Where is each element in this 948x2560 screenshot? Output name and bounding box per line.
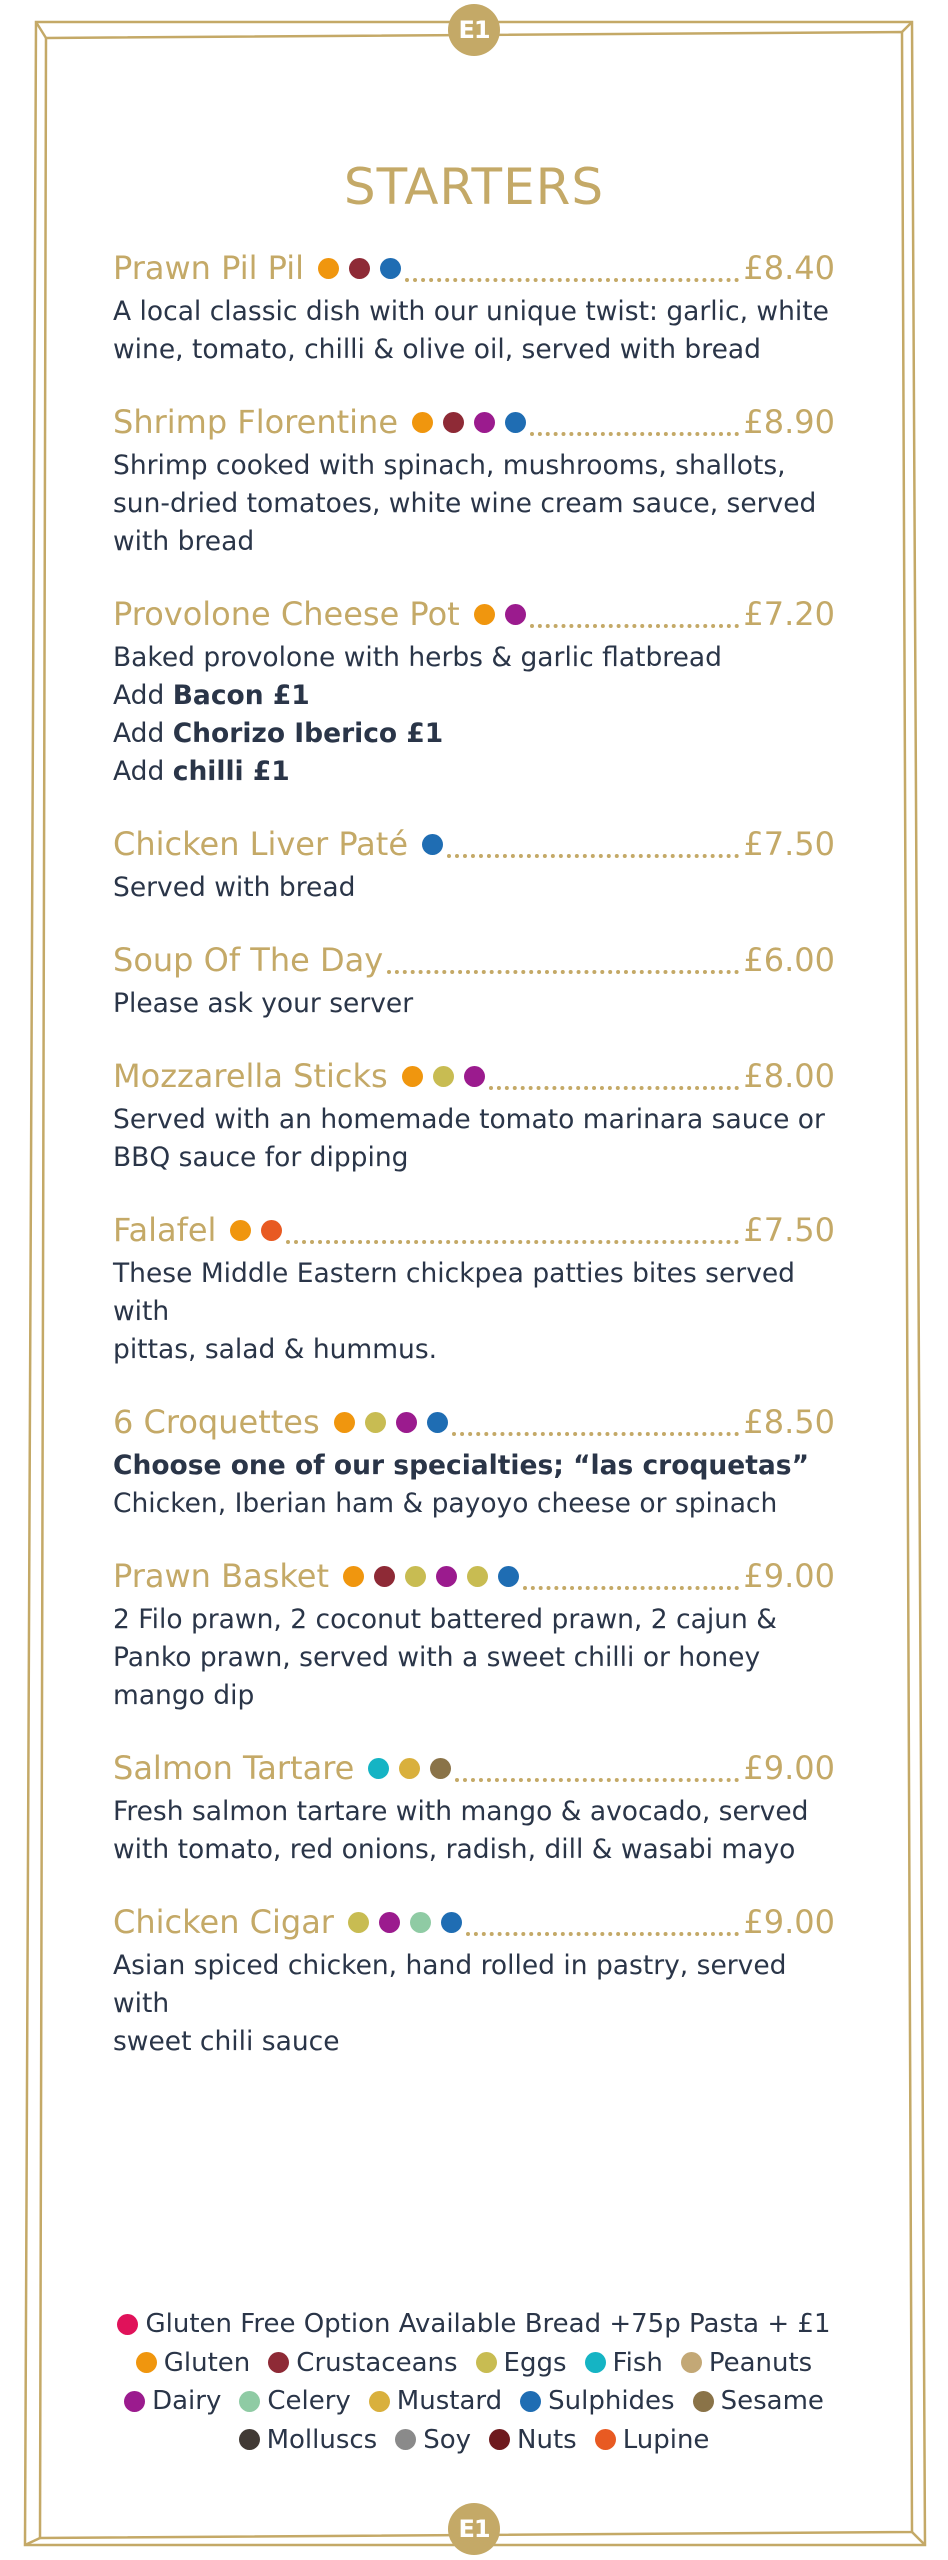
menu-list [113,243,835,2061]
allergen-dots [422,834,443,855]
dot-leader [405,238,739,282]
allergen-dot-gluten [412,412,433,433]
menu-item-price: £8.40 [743,249,835,287]
legend-entry-gluten-free [117,2305,830,2344]
menu-item-description [113,293,835,369]
legend-entry-crustaceans [268,2344,457,2383]
legend-label: Sulphides [548,2386,675,2416]
allergen-dots [318,258,401,279]
menu-item [113,1397,835,1523]
legend-dot [117,2314,138,2335]
allergen-dot-sesame [430,1758,451,1779]
legend-dot [681,2352,702,2373]
menu-item-header [113,1397,835,1447]
dot-leader [387,930,739,974]
menu-item-header [113,1551,835,1601]
allergen-dots [343,1566,519,1587]
menu-item [113,1551,835,1715]
legend-label: Dairy [152,2386,222,2416]
legend-dot [124,2391,145,2412]
allergen-dot-crustaceans [349,258,370,279]
description-line: sweet chili sauce [113,2026,340,2057]
menu-item-description [113,985,835,1023]
menu-item [113,1897,835,2061]
menu-item-header [113,589,835,639]
legend-entry-fish [585,2344,663,2383]
legend-dot [136,2352,157,2373]
allergen-dots [348,1912,462,1933]
page-badge-bottom: E1 [448,2503,500,2555]
legend-entry-gluten [136,2344,251,2383]
description-line: mango dip [113,1680,255,1711]
legend-label: Lupine [622,2424,710,2455]
dot-leader [452,1392,740,1436]
legend-entry-sesame [693,2382,824,2421]
allergen-dot-sulphides [422,834,443,855]
description-line: Baked provolone with herbs & garlic flatbread [113,642,722,673]
menu-item-price: £8.90 [743,403,835,441]
allergen-dots [474,604,526,625]
allergen-dot-dairy [464,1066,485,1087]
menu-item-description [113,1101,835,1177]
menu-item-header [113,935,835,985]
allergen-dot-mustard [399,1758,420,1779]
legend-label: Sesame [720,2386,824,2416]
allergen-dots [402,1066,485,1087]
description-line: 2 Filo prawn, 2 coconut battered prawn, 2 cajun & [113,1604,777,1635]
legend-entry-dairy [124,2382,221,2421]
menu-item-highlight: Choose one of our specialties; “las croquetas” [113,1450,810,1481]
allergen-dot-gluten [318,258,339,279]
legend-entry-molluscs [239,2421,378,2460]
legend-label: Gluten [163,2347,251,2378]
allergen-dot-dairy [396,1412,417,1433]
menu-item-name: Soup Of The Day [113,941,384,979]
legend-dot [693,2391,714,2412]
allergen-dot-dairy [505,604,526,625]
allergen-dot-sulphides [441,1912,462,1933]
legend-label: Celery [267,2386,351,2416]
menu-item-description [113,447,835,561]
menu-item [113,1051,835,1177]
description-line: sun-dried tomatoes, white wine cream sauce, served [113,488,817,519]
menu-item-name: Falafel [113,1211,217,1249]
legend-dot [585,2352,606,2373]
menu-item-name: Prawn Basket [113,1557,329,1595]
legend-dot [239,2391,260,2412]
menu-item-header [113,1051,835,1101]
allergen-dot-sulphides [427,1412,448,1433]
menu-item-price: £7.50 [743,825,835,863]
legend-row [0,2382,948,2421]
allergen-dot-sulphides [498,1566,519,1587]
description-line: Asian spiced chicken, hand rolled in pastry, served with [113,1950,787,2019]
legend-dot [268,2352,289,2373]
page-badge-top: E1 [448,4,500,56]
description-line: Served with bread [113,872,356,903]
dot-leader [447,814,739,858]
dot-leader [523,1546,739,1590]
allergen-dot-fish [368,1758,389,1779]
allergen-dot-gluten [334,1412,355,1433]
description-line: Please ask your server [113,988,414,1019]
allergen-dot-crustaceans [443,412,464,433]
description-line: Fresh salmon tartare with mango & avocado, served [113,1796,809,1827]
legend-dot [369,2391,390,2412]
legend-dot [595,2429,616,2450]
menu-item-description [113,1255,835,1369]
addon-line: Add Bacon £1 [113,680,310,711]
legend-entry-peanuts [681,2344,812,2383]
allergen-dot-celery [410,1912,431,1933]
legend-entry-soy [395,2421,471,2460]
legend-label: Gluten Free Option Available Bread +75p Pasta + £1 [145,2309,831,2339]
allergen-dot-eggs [433,1066,454,1087]
legend-entry-eggs [476,2344,567,2383]
menu-item-description [113,1447,835,1523]
menu-item-description [113,1601,835,1715]
menu-item [113,243,835,369]
legend-row [0,2421,948,2460]
legend-dot [520,2391,541,2412]
allergen-dot-dairy [436,1566,457,1587]
legend-entry-sulphides [520,2382,674,2421]
menu-item-header [113,243,835,293]
addon-line: Add chilli £1 [113,756,290,787]
description-line: pittas, salad & hummus. [113,1334,438,1365]
allergen-dot-sulphides [505,412,526,433]
menu-item-description [113,639,835,791]
legend-entry-lupine [595,2421,710,2460]
menu-item-name: Prawn Pil Pil [113,249,305,287]
legend-label: Molluscs [266,2424,378,2455]
description-line: A local classic dish with our unique twist: garlic, white [113,296,829,327]
menu-item-price: £9.00 [743,1749,835,1787]
allergen-dots [230,1220,282,1241]
allergen-dot-gluten [230,1220,251,1241]
menu-item [113,1743,835,1869]
dot-leader [489,1046,740,1090]
menu-item-description [113,869,835,907]
menu-item [113,589,835,791]
menu-item-name: Chicken Liver Paté [113,825,409,863]
legend-label: Mustard [396,2386,503,2416]
legend-dot [489,2429,510,2450]
description-line: with tomato, red onions, radish, dill & wasabi mayo [113,1834,796,1865]
description-line: wine, tomato, chilli & olive oil, served with bread [113,334,761,365]
allergen-dot-gluten [474,604,495,625]
allergen-dot-crustaceans [374,1566,395,1587]
menu-item-price: £6.00 [743,941,835,979]
description-line: Shrimp cooked with spinach, mushrooms, shallots, [113,450,786,481]
dot-leader [286,1200,739,1244]
section-title: STARTERS [343,158,605,216]
menu-item-name: 6 Croquettes [113,1403,320,1441]
allergen-dot-eggs [405,1566,426,1587]
allergen-legend [0,2305,948,2459]
menu-item-price: £8.50 [743,1403,835,1441]
dot-leader [466,1892,739,1936]
menu-item-price: £9.00 [743,1557,835,1595]
description-line: Panko prawn, served with a sweet chilli or honey [113,1642,761,1673]
menu-item-name: Chicken Cigar [113,1903,334,1941]
allergen-dot-dairy [474,412,495,433]
menu-item-header [113,819,835,869]
allergen-dots [412,412,526,433]
menu-item-price: £7.50 [743,1211,835,1249]
allergen-dots [368,1758,451,1779]
allergen-dot-dairy [379,1912,400,1933]
allergen-dot-gluten [343,1566,364,1587]
menu-item [113,397,835,561]
legend-label: Fish [612,2347,663,2378]
description-line: These Middle Eastern chickpea patties bites served with [113,1258,795,1327]
legend-entry-celery [239,2382,350,2421]
legend-dot [239,2429,260,2450]
menu-item-name: Provolone Cheese Pot [113,595,460,633]
dot-leader [530,392,739,436]
menu-item [113,935,835,1023]
legend-label: Eggs [503,2347,567,2378]
allergen-dot-gluten [402,1066,423,1087]
description-line: Served with an homemade tomato marinara sauce or [113,1104,825,1135]
description-line: Chicken, Iberian ham & payoyo cheese or spinach [113,1488,778,1519]
legend-dot [395,2429,416,2450]
menu-item-price: £9.00 [743,1903,835,1941]
addon-line: Add Chorizo Iberico £1 [113,718,444,749]
legend-label: Peanuts [708,2347,813,2378]
menu-item-header [113,1205,835,1255]
menu-item-price: £7.20 [743,595,835,633]
legend-label: Crustaceans [296,2347,458,2378]
legend-dot [476,2352,497,2373]
description-line: BBQ sauce for dipping [113,1142,409,1173]
legend-entry-nuts [489,2421,577,2460]
menu-item-name: Shrimp Florentine [113,403,398,441]
allergen-dot-eggs [467,1566,488,1587]
menu-item-name: Mozzarella Sticks [113,1057,388,1095]
menu-item-description [113,1947,835,2061]
legend-entry-mustard [369,2382,502,2421]
menu-item [113,1205,835,1369]
dot-leader [530,584,740,628]
menu-item-header [113,1897,835,1947]
allergen-dots [334,1412,448,1433]
allergen-dot-eggs [348,1912,369,1933]
menu-item-description [113,1793,835,1869]
legend-label: Nuts [517,2424,577,2455]
allergen-dot-lupine [261,1220,282,1241]
allergen-dot-eggs [365,1412,386,1433]
dot-leader [455,1738,739,1782]
allergen-dot-sulphides [380,258,401,279]
description-line: with bread [113,526,255,557]
menu-item-header [113,397,835,447]
legend-row [0,2305,948,2344]
menu-item-price: £8.00 [743,1057,835,1095]
menu-item [113,819,835,907]
menu-item-header [113,1743,835,1793]
menu-item-name: Salmon Tartare [113,1749,355,1787]
legend-row [0,2344,948,2383]
legend-label: Soy [423,2424,472,2455]
